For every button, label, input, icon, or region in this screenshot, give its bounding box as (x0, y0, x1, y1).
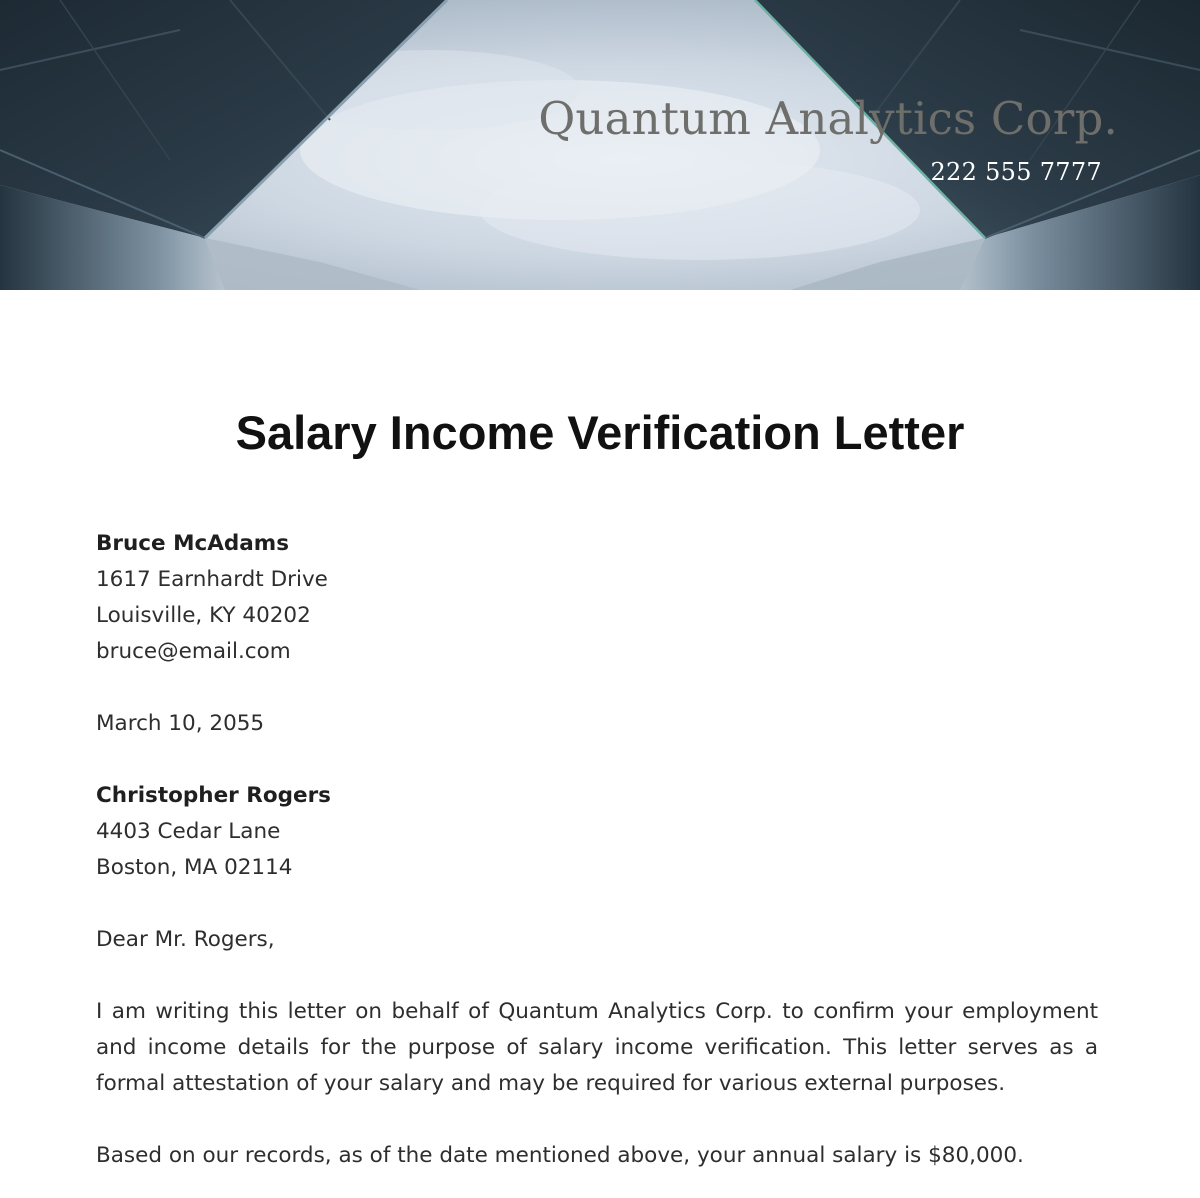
body-paragraph-2: Based on our records, as of the date mentioned above, your annual salary is $80,000. (96, 1143, 1024, 1168)
sender-address-line2: Louisville, KY 40202 (96, 603, 311, 628)
sender-block (96, 526, 1098, 670)
date-block (96, 706, 1098, 742)
salutation: Dear Mr. Rogers, (96, 927, 275, 952)
company-phone: 222 555 7777 (930, 158, 1102, 186)
recipient-name: Christopher Rogers (96, 783, 331, 808)
header-photo (0, 0, 1200, 290)
sender-email: bruce@email.com (96, 639, 291, 664)
recipient-address-line2: Boston, MA 02114 (96, 855, 293, 880)
recipient-block (96, 778, 1098, 886)
recipient-address-line1: 4403 Cedar Lane (96, 819, 281, 844)
document-title: Salary Income Verification Letter (235, 406, 965, 459)
sender-name: Bruce McAdams (96, 531, 289, 556)
sender-address-line1: 1617 Earnhardt Drive (96, 567, 328, 592)
company-name: Quantum Analytics Corp. (538, 92, 1118, 145)
letter-body (96, 526, 1098, 1198)
header-banner (0, 0, 1200, 290)
body-paragraph-1: I am writing this letter on behalf of Quantum Analytics Corp. to confirm your employment and income details for the purpose of salary income verification. This letter serves as a formal attestation of your salary and may be required for various external purposes. (96, 999, 1098, 1096)
salutation-block (96, 922, 1098, 958)
letter-date: March 10, 2055 (96, 711, 265, 736)
